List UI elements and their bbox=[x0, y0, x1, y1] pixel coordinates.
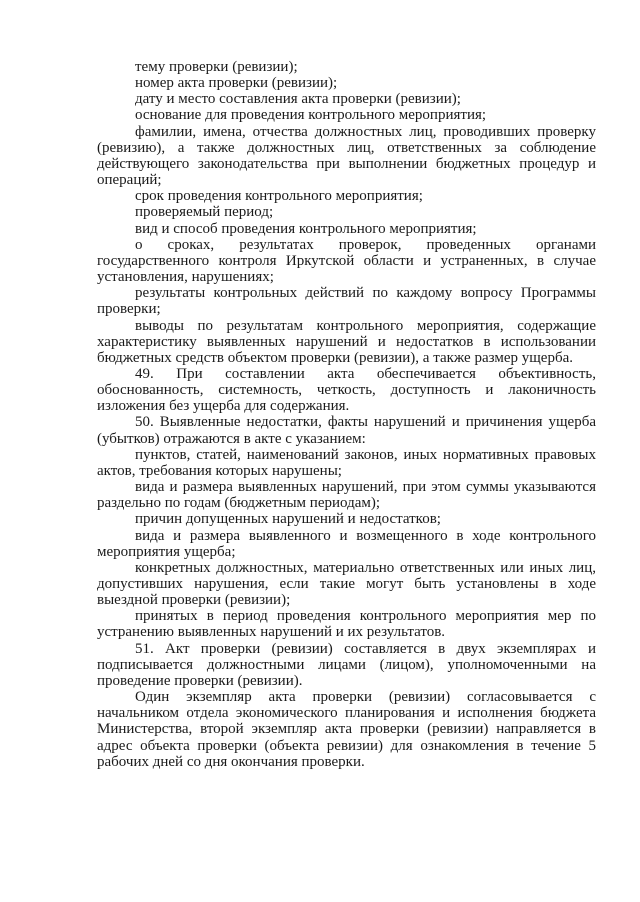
paragraph-previous-inspections: о сроках, результатах проверок, проведенных органами государственного контроля Иркутской области и устраненных, в случае установления, нарушениях; bbox=[97, 236, 596, 286]
paragraph-type-method: вид и способ проведения контрольного мероприятия; bbox=[135, 220, 477, 237]
paragraph-period: проверяемый период; bbox=[135, 204, 274, 221]
paragraph-laws: пунктов, статей, наименований законов, иных нормативных правовых актов, требования которых нарушены; bbox=[97, 446, 596, 479]
paragraph-act-date-place: дату и место составления акта проверки (ревизии); bbox=[135, 91, 461, 108]
paragraph-results: результаты контрольных действий по каждому вопросу Программы проверки; bbox=[97, 285, 596, 318]
paragraph-term: срок проведения контрольного мероприятия; bbox=[135, 188, 423, 205]
paragraph-violation-amount: вида и размера выявленных нарушений, при этом суммы указываются раздельно по годам (бюджетным периодам); bbox=[97, 479, 596, 512]
paragraph-topic: тему проверки (ревизии); bbox=[135, 59, 298, 75]
paragraph-copies: Один экземпляр акта проверки (ревизии) согласовывается с начальником отдела экономического планирования и исполнения бюджета Министерства, второй экземпляр акта проверки (ревизии) направляется в адрес объекта проверки (объекта ревизии) для ознакомления в течение 5 рабочих дней со дня окончания проверки. bbox=[97, 689, 596, 770]
paragraph-officials: фамилии, имена, отчества должностных лиц, проводивших проверку (ревизию), а также должностных лиц, ответственных за соблюдение действующего законодательства при выполнении бюджетных процедур и операций; bbox=[97, 123, 596, 189]
paragraph-causes: причин допущенных нарушений и недостатков; bbox=[135, 511, 441, 528]
paragraph-clause-49: 49. При составлении акта обеспечивается объективность, обоснованность, системность, четкость, доступность и лаконичность изложения без ущерба для содержания. bbox=[97, 365, 596, 415]
paragraph-clause-50: 50. Выявленные недостатки, факты нарушений и причинения ущерба (убытков) отражаются в акте с указанием: bbox=[97, 414, 596, 447]
paragraph-basis: основание для проведения контрольного мероприятия; bbox=[135, 107, 487, 124]
paragraph-damage: вида и размера выявленного и возмещенного в ходе контрольного мероприятия ущерба; bbox=[97, 527, 596, 560]
paragraph-conclusions: выводы по результатам контрольного мероприятия, содержащие характеристику выявленных нарушений и недостатков в использовании бюджетных средств объектом проверки (ревизии), а также размер ущерба. bbox=[97, 317, 596, 366]
document-body bbox=[97, 59, 596, 770]
paragraph-act-number: номер акта проверки (ревизии); bbox=[135, 75, 338, 92]
paragraph-measures: принятых в период проведения контрольного мероприятия мер по устранению выявленных нарушений и их результатов. bbox=[97, 608, 596, 641]
paragraph-clause-51: 51. Акт проверки (ревизии) составляется в двух экземплярах и подписывается должностными лицами (лицом), уполномоченными на проведение проверки (ревизии). bbox=[97, 640, 596, 689]
paragraph-responsible-persons: конкретных должностных, материально ответственных или иных лиц, допустивших нарушения, если такие могут быть установлены в ходе выездной проверки (ревизии); bbox=[97, 559, 596, 609]
